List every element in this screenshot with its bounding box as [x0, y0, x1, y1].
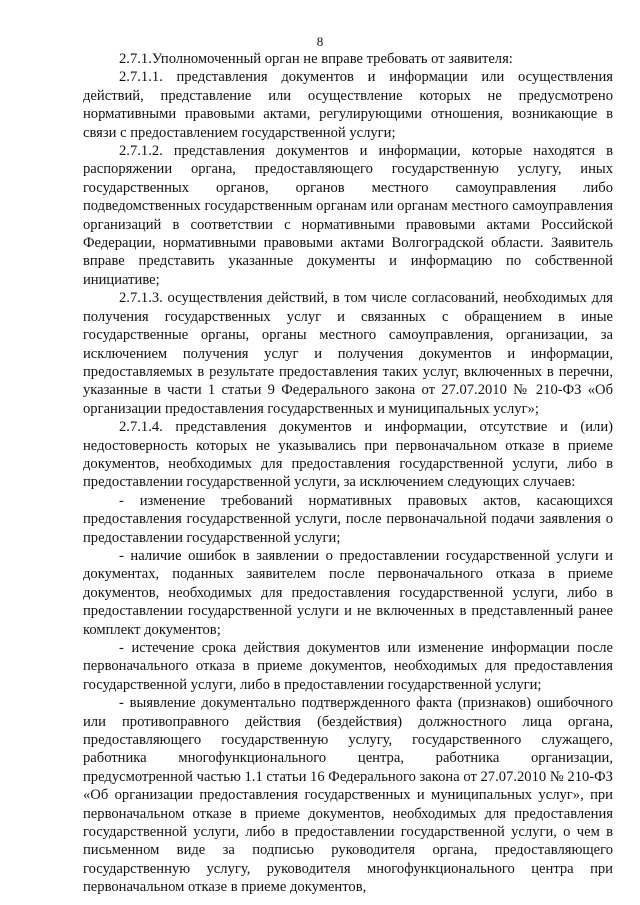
page-number: 8 [316, 34, 324, 49]
paragraph-2-7-1-2: 2.7.1.2. представления документов и информации, которые находятся в распоряжении органа, предоставляющего государственную услугу, иных государственных органов, органов местного самоуправления либо подведомственных государственным органам или органам местного самоуправления организаций в соответствии с нормативными правовыми актами Российской Федерации, нормативными правовыми актами Волгоградской области. Заявитель вправе представить указанные документы и информацию по собственной инициативе; [83, 143, 613, 288]
paragraph-2-7-1-3: 2.7.1.3. осуществления действий, в том числе согласований, необходимых для получения государственных услуг и связанных с обращением в иные государственные органы, органы местного самоуправления, организации, за исключением получения услуг и получения документов и информации, предоставляемых в результате предоставления таких услуг, включенных в перечни, указанные в части 1 статьи 9 Федерального закона от 27.07.2010 № 210-ФЗ «Об организации предоставления государственных и муниципальных услуг»; [83, 290, 613, 417]
document-body [83, 50, 613, 897]
paragraph-2-7-1-4: 2.7.1.4. представления документов и информации, отсутствие и (или) недостоверность которых не указывались при первоначальном отказе в приеме документов, необходимых для предоставления государственной услуги, либо в предоставлении государственной услуги, за исключением следующих случаев: [83, 419, 613, 491]
paragraph-2-7-1: 2.7.1.Уполномоченный орган не вправе требовать от заявителя: [119, 51, 513, 67]
list-item-document-expiry: - истечение срока действия документов или изменение информации после первоначального отказа в приеме документов, необходимых для предоставления государственной услуги, либо в предоставлении государственной услуги; [83, 640, 613, 693]
list-item-application-errors: - наличие ошибок в заявлении о предоставлении государственной услуги и документах, поданных заявителем после первоначального отказа в приеме документов, необходимых для предоставления государственной услуги, либо в предоставлении государственной услуги и не включенных в представленный ранее комплект документов; [83, 547, 613, 638]
list-item-erroneous-action: - выявление документально подтвержденного факта (признаков) ошибочного или противоправного действия (бездействия) должностного лица органа, предоставляющего государственную услугу, государственного служащего, работника многофункционального центра, работника организации, предусмотренной частью 1.1 статьи 16 Федерального закона от 27.07.2010 № 210-ФЗ «Об организации предоставления государственных и муниципальных услуг», при первоначальном отказе в приеме документов, необходимых для предоставления государственной услуги, либо в предоставлении государственной услуги, о чем в письменном виде за подписью руководителя органа, предоставляющего государственную услугу, руководителя многофункционального центра при первоначальном отказе в приеме документов, [83, 695, 613, 896]
paragraph-2-7-1-1: 2.7.1.1. представления документов и информации или осуществления действий, представление или осуществление которых не предусмотрено нормативными правовыми актами, регулирующими отношения, возникающие в связи с предоставлением государственной услуги; [83, 69, 613, 141]
list-item-requirements-change: - изменение требований нормативных правовых актов, касающихся предоставления государственной услуги, после первоначальной подачи заявления о предоставлении государственной услуги; [83, 492, 613, 546]
